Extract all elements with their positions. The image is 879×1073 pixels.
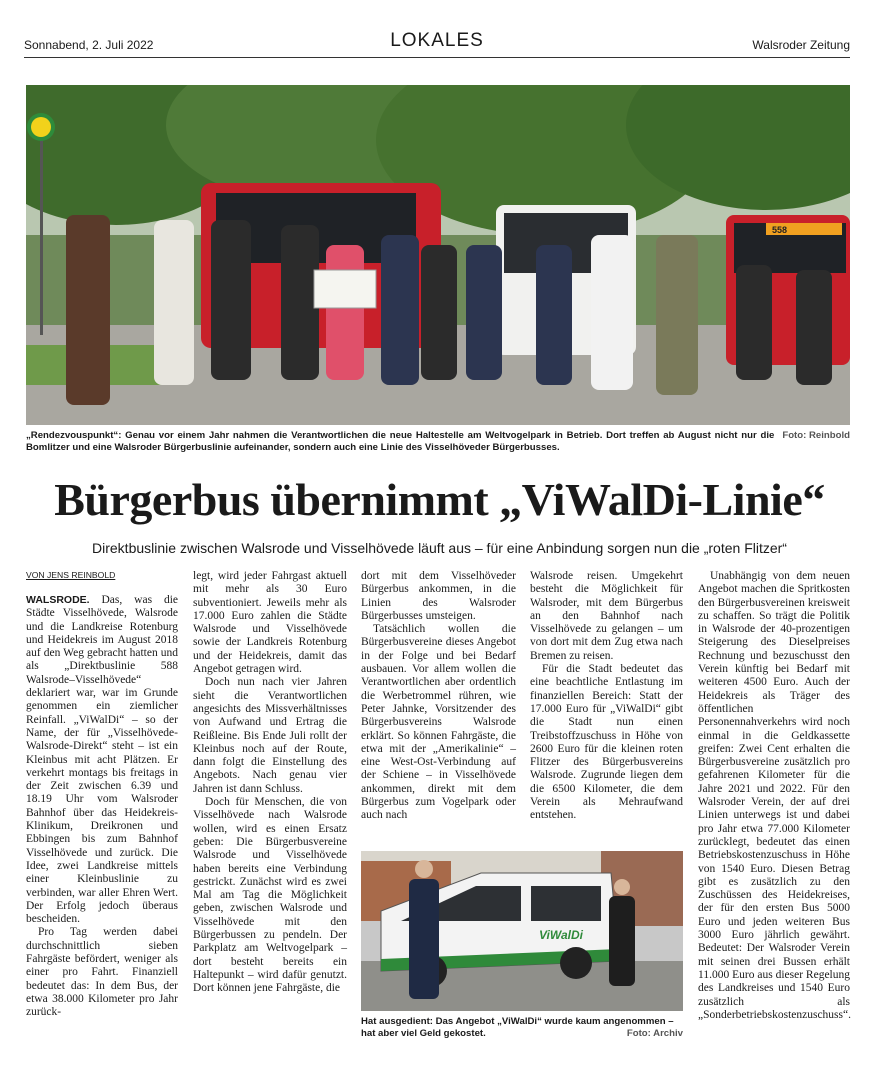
van-label: ViWalDi: [539, 928, 584, 942]
header-rule: [24, 57, 850, 58]
bus-route-sign: 558: [772, 225, 788, 235]
paragraph: dort mit dem Visselhöveder Bürgerbus ankommen, in die Linien des Walsroder Bürgerbusses umsteigen.: [361, 570, 516, 622]
van-photo-caption-text: Hat ausgedient: Das Angebot „ViWalDi“ wurde kaum angenommen – hat aber viel Geld gekostet.: [361, 1016, 674, 1039]
main-photo-caption-text: „Rendezvouspunkt“: Genau vor einem Jahr nahmen die Verantwortlichen die neue Haltestelle am Weltvogelpark in Betrieb. Dort treffen ab August nicht nur die Bomlitzer und eine Walsroder Bürgerbuslinie aufeinander, sondern auch eine Linie des Visselhöveder Bürgerbusses.: [26, 430, 775, 454]
paragraph: Walsrode reisen. Umgekehrt besteht die Möglichkeit für Walsroder, mit dem Bürgerbus an den Bahnhof nach Visselhövede zu gelangen – um von dort mit dem Zug etwa nach Bremen zu reisen.: [530, 570, 683, 662]
page-header: [24, 30, 850, 58]
article-headline: Bürgerbus übernimmt „ViWalDi-Linie“: [54, 474, 825, 525]
article-column-5: [698, 570, 850, 1022]
paragraph: Doch für Menschen, die von Visselhövede nach Walsrode wollen, wird es einen Ersatz geben: Die Bürgerbusvereine Walsrode und Visselhövede haben bereits eine Verbindung gestrickt. Zunächst wird es zwei Mal am Tag die Möglichkeit geben, zwischen Walsrode und Visselhövede mit den Bürgerbussen zu pendeln. Der Parkplatz am Weltvogelpark – dort besteht bereits ein Haltepunkt – wird dafür genutzt. Dort können jene Fahrgäste, die: [193, 796, 347, 995]
newspaper-name: Walsroder Zeitung: [752, 38, 850, 52]
paragraph-text: Das, was die Städte Visselhövede, Walsrode und die Landkreise Rotenburg und Heidekreis im August 2018 auf den Weg gebracht hatten und als „Direktbuslinie 588 Walsrode–Visselhövede“ deklariert war, war im Grunde genommen ein ziemlicher Reinfall. „ViWalDi“ – so der Name, der für „Visselhövede-Walsrode-Direkt“ steht – ist ein Kleinbus mit acht Plätzen. Er verkehrt montags bis freitags in der Zeit zwischen 6.39 und 18.19 Uhr vom Walsroder Bahnhof über das Heidekreis-Klinikum, Dreikronen und Ebbingen bis zum Bahnhof Visselhövede und zurück. Die Idee, zwei Landkreise mittels einer Kleinbuslinie zu verbinden, war aller Ehren Wert. Der Erfolg jedoch überaus bescheiden.: [26, 594, 178, 926]
paragraph: Pro Tag werden dabei durchschnittlich sieben Fahrgäste befördert, weniger als einer pro Fahrt. Finanziell bedeutet das: In dem Bus, der etwa 38.000 Kilometer pro Jahr zurück-: [26, 926, 178, 1019]
paragraph: legt, wird jeder Fahrgast aktuell mit mehr als 30 Euro subventioniert. Jeweils mehr als 17.000 Euro zahlen die Städte Walsrode und Visselhövede sowie der Landkreis Rotenburg und der Heidekreis, damit das Angebot getragen wird.: [193, 570, 347, 676]
section-title: LOKALES: [390, 30, 484, 51]
article-column-4: [530, 570, 683, 823]
article-column-3: [361, 570, 516, 823]
article-byline: VON JENS REINBOLD: [26, 570, 116, 580]
paragraph: [26, 594, 178, 926]
main-photo: [26, 85, 850, 425]
group-photo-buses: [26, 85, 850, 425]
main-photo-caption: [26, 430, 850, 455]
van-photo: [361, 851, 683, 1011]
paragraph: Unabhängig von dem neuen Angebot machen die Spritkosten den Bürgerbusvereinen kreisweit zu schaffen. So trägt die Politik in Walsrode der 40-prozentigen Steigerung des Dieselpreises Rechnung und bezuschusst den Verein künftig bei Bedarf mit weiteren 4500 Euro. Auch der Heidekreis als Träger des öffentlichen Personennahverkehrs wird noch einmal in die Geldkassette greifen: Zwei Cent erhalten die Bürgerbusvereine zusätzlich pro gefahrenen Kilometer für die Jahre 2021 und 2022. Für den Walsroder Verein, der auf drei Linien unterwegs ist und dabei pro Jahr etwa 77.000 Kilometer zurücklegt, bedeutet das einen Betriebskostenzuschuss in Höhe von 1540 Euro. Diesen Betrag gibt es zusätzlich zu den Zuschüssen des Heidekreises, der für den ersten Bus 5000 Euro und jeden weiteren Bus 3000 Euro jährlich gewährt. Bedeutet: Der Walsroder Verein mit seinen drei Bussen erhält 11.000 Euro aus dieser Regelung des Landkreises und 1540 Euro zusätzlich als „Sonderbetriebskostenzuschuss“.: [698, 570, 851, 1021]
van-photo-image: [361, 851, 683, 1011]
paragraph: Für die Stadt bedeutet das eine beachtliche Entlastung im finanziellen Bereich: Statt der 17.000 Euro für „ViWalDi“ gibt die Stadt nun einen Treibstoffzuschuss in Höhe von 2600 Euro für die kleinen roten Flitzer des Bürgerbusvereins Walsrode. Zugrunde liegen dem die 6500 Kilometer, die dem Verein als Mehraufwand entstehen.: [530, 663, 683, 822]
dateline: WALSRODE.: [26, 594, 90, 606]
main-photo-credit: Foto: Reinbold: [782, 430, 850, 441]
article-column-1: [26, 594, 178, 1020]
issue-date: Sonnabend, 2. Juli 2022: [24, 38, 154, 52]
article-subheadline: Direktbuslinie zwischen Walsrode und Visselhövede läuft aus – für eine Anbindung sorgen nun die „roten Flitzer“: [92, 540, 787, 556]
paragraph: Doch nun nach vier Jahren sieht die Verantwortlichen angesichts des Missverhältnisses von Aufwand und Ertrag die Reißleine. Bis Ende Juli rollt der Kleinbus noch auf der Route, dann folgt die Einstellung des Angebots. Nach genau vier Jahren ist dann Schluss.: [193, 676, 347, 795]
van-photo-credit: Foto: Archiv: [626, 1028, 683, 1039]
article-column-2: [193, 570, 347, 996]
paragraph: Tatsächlich wollen die Bürgerbusvereine dieses Angebot in der Folge und bei Bedarf ausbauen. Vor allem wollen die Verantwortlichen aber ordentlich die Werbetrommel rühren, wie Peter Jahnke, Vorsitzender des Bürgerbusvereins Walsrode erklärt. So können Fahrgäste, die etwa mit der „Amerikalinie“ – eine West-Ost-Verbindung auf der Schiene – in Visselhövede ankommen, direkt mit dem Bürgerbus zum Vogelpark oder auch nach: [361, 623, 516, 822]
van-photo-caption: [361, 1016, 683, 1040]
